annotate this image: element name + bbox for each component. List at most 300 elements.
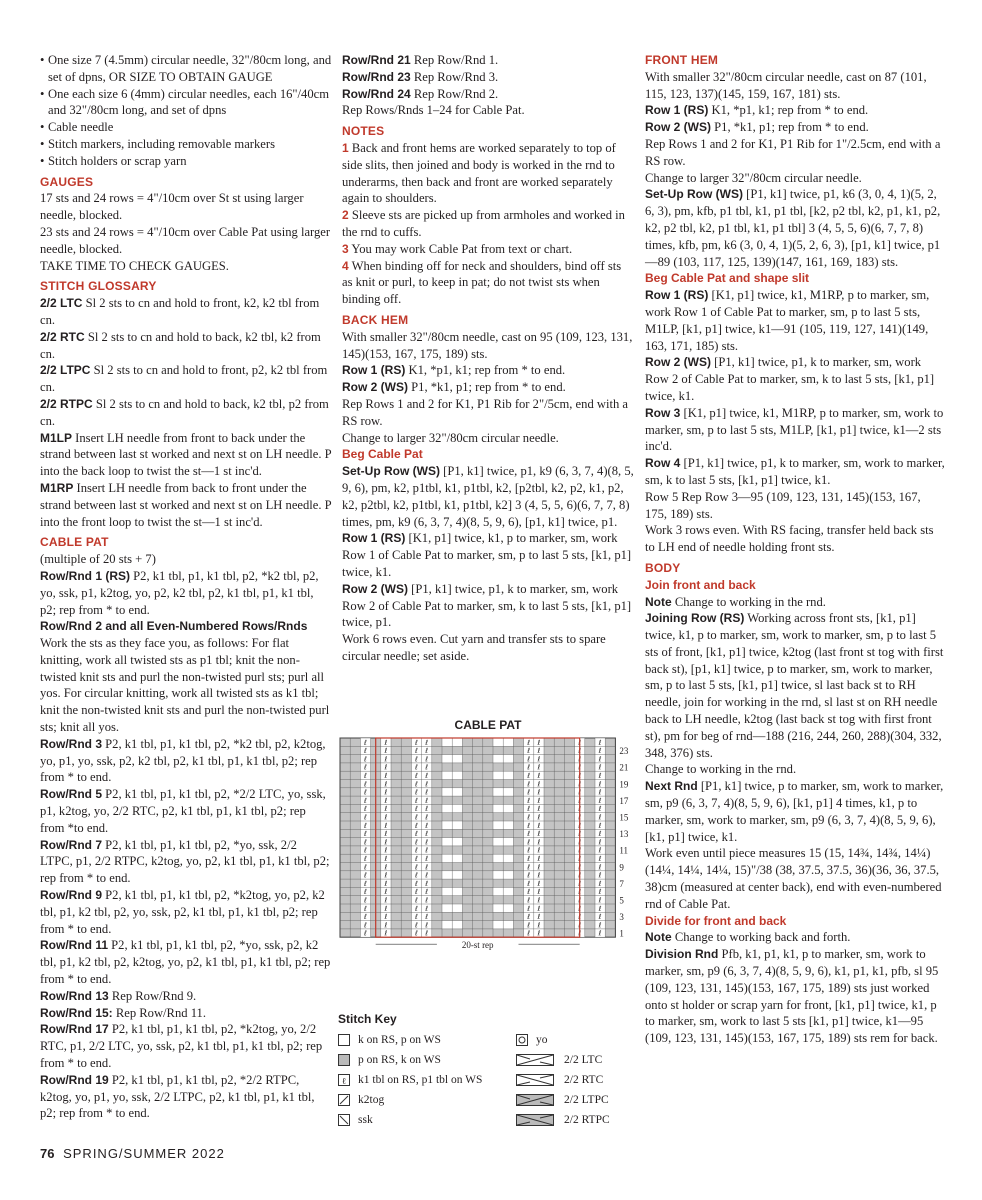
twisted-stitch-symbol: ℓ — [384, 871, 388, 880]
note-text: When binding off for neck and shoulders, bind off sts as knit or purl, to keep in pat; do not twist sts when binding off. — [342, 258, 622, 307]
key-row — [338, 1110, 638, 1130]
instruction — [645, 102, 945, 119]
twisted-stitch-symbol: ℓ — [364, 855, 367, 863]
row-text: P2, k1 tbl, p1, k1 tbl, p2, *yo, ssk, p2, k2 tbl, p1, k2 tbl, p2, k2tog, yo, p2, k1 tbl, p1, k1 tbl, p2; rep from * to end. — [40, 938, 331, 987]
twisted-stitch-symbol: ℓ — [537, 896, 541, 905]
front-hem-heading: FRONT HEM — [645, 53, 719, 67]
column-3 — [645, 52, 945, 1047]
twisted-stitch-symbol: ℓ — [527, 788, 531, 797]
key-row — [338, 1070, 638, 1090]
motif-cell — [442, 788, 452, 796]
twisted-stitch-symbol: ℓ — [415, 871, 418, 880]
gauges-heading: GAUGES — [40, 174, 94, 189]
glossary-entry — [40, 362, 332, 396]
twisted-stitch-symbol: ℓ — [578, 772, 582, 780]
twisted-stitch-symbol: ℓ — [598, 896, 602, 905]
k2tog-icon — [338, 1094, 350, 1106]
twisted-stitch-symbol: ℓ — [384, 904, 388, 913]
twisted-stitch-symbol: ℓ — [578, 896, 582, 905]
row-text: Work even until piece measures 15 (15, 14¾, 14¾, 14¼)(14¼, 14¼, 14¼, 15)"/38 (38, 37.5, 37.5, 36)(36, 36, 37.5, 38)cm (measured at center back), end with even-numbered rnd of Cable Pat. — [645, 846, 942, 911]
row-text: Change to working in the rnd. — [674, 594, 826, 609]
twisted-stitch-symbol: ℓ — [425, 755, 429, 764]
twisted-stitch-symbol: ℓ — [415, 755, 418, 764]
twisted-stitch-symbol: ℓ — [598, 921, 602, 930]
instruction — [645, 455, 945, 489]
motif-cell — [493, 821, 503, 829]
twisted-stitch-symbol: ℓ — [537, 747, 541, 756]
twisted-stitch-symbol: ℓ — [537, 780, 541, 789]
instruction — [645, 761, 945, 778]
key-label: k2tog — [358, 1094, 385, 1106]
row-label: Row 1 (RS) — [342, 363, 406, 378]
twisted-stitch-symbol: ℓ — [578, 755, 582, 764]
entry-text: Sl 2 sts to cn and hold to back, k2 tbl, p2 from cn. — [40, 396, 329, 428]
twisted-stitch-symbol: ℓ — [598, 863, 602, 872]
row-text: [P1, k1] twice, p1, k to marker, sm, work Row 2 of Cable Pat to marker, sm, k to last 5 sts, [k1, p1] twice, p1. — [342, 581, 632, 630]
twisted-stitch-symbol: ℓ — [598, 805, 602, 814]
key-row — [338, 1050, 638, 1070]
twisted-stitch-symbol: ℓ — [537, 755, 541, 764]
twisted-stitch-symbol: ℓ — [384, 838, 388, 847]
instruction — [342, 631, 634, 665]
twisted-stitch-symbol: ℓ — [527, 796, 531, 805]
instruction — [645, 845, 945, 912]
twisted-stitch-symbol: ℓ — [527, 846, 531, 855]
row-label: Row/Rnd 2 and all Even-Numbered Rows/Rnds — [40, 619, 308, 634]
motif-cell — [442, 804, 452, 812]
twisted-stitch-symbol: ℓ — [578, 788, 582, 797]
twisted-stitch-symbol: ℓ — [578, 871, 582, 880]
motif-cell — [442, 771, 452, 779]
pattern-row — [40, 988, 332, 1005]
twisted-stitch-symbol: ℓ — [598, 738, 602, 747]
twisted-stitch-symbol: ℓ — [425, 805, 429, 814]
row-text: Change to larger 32"/80cm circular needle. — [342, 430, 559, 445]
twisted-stitch-symbol: ℓ — [364, 796, 367, 805]
key-row — [338, 1090, 638, 1110]
glossary-entry — [40, 329, 332, 363]
row-text: P2, k1 tbl, p1, k1 tbl, p2, *k2tog, yo, p2, k2 tbl, p1, k2 tbl, p2, yo, ssk, p2, k1 tbl, p1, k1 tbl, p2; rep from * to end. — [40, 888, 325, 936]
twisted-stitch-symbol: ℓ — [527, 772, 531, 780]
motif-cell — [503, 755, 513, 763]
twisted-stitch-symbol: ℓ — [425, 846, 429, 855]
instruction — [645, 929, 945, 946]
twisted-stitch-symbol: ℓ — [415, 929, 418, 938]
row-text: P2, k1 tbl, p1, k1 tbl, p2, *k2 tbl, p2, k2tog, yo, p1, yo, ssk, p2, k2 tbl, p2, k1 tbl, p1, k1 tbl, p2; rep from * to end. — [40, 736, 326, 785]
twisted-stitch-symbol: ℓ — [598, 913, 602, 922]
twisted-stitch-symbol: ℓ — [415, 863, 418, 872]
twisted-stitch-symbol: ℓ — [537, 813, 541, 822]
twisted-stitch-symbol: ℓ — [578, 813, 582, 822]
key-label: ssk — [358, 1114, 373, 1126]
motif-cell — [452, 854, 462, 862]
row-text: [P1, k1] twice, p1, k to marker, sm, work Row 2 of Cable Pat to marker, sm, k to last 5 sts, [k1, p1] twice, k1. — [645, 355, 935, 403]
twisted-stitch-symbol: ℓ — [425, 896, 429, 905]
twisted-stitch-symbol: ℓ — [527, 913, 531, 922]
row-label: Row/Rnd 1 (RS) — [40, 568, 130, 583]
note-text: Sleeve sts are picked up from armholes and worked in the rnd to cuffs. — [342, 208, 625, 239]
motif-cell — [493, 804, 503, 812]
motif-cell — [493, 738, 503, 746]
motif-cell — [442, 921, 452, 929]
twisted-stitch-symbol: ℓ — [598, 846, 602, 855]
twisted-stitch-symbol: ℓ — [364, 929, 367, 938]
row-label: Set-Up Row (WS) — [342, 464, 440, 479]
twisted-stitch-symbol: ℓ — [537, 921, 541, 930]
column-1 — [40, 52, 332, 1122]
motif-cell — [442, 854, 452, 862]
cable-ltc-icon — [516, 1054, 554, 1066]
row-text: Rep Row/Rnd 11. — [115, 1005, 206, 1020]
list-item: • Stitch holders or scrap yarn — [40, 153, 332, 170]
twisted-stitch-symbol: ℓ — [598, 888, 602, 897]
note-text: You may work Cable Pat from text or chart. — [351, 241, 573, 256]
twisted-stitch-symbol: ℓ — [364, 738, 367, 747]
instruction — [342, 379, 634, 396]
motif-cell — [452, 887, 462, 895]
row-text: Rep Row/Rnd 2. — [413, 86, 499, 101]
row-label: Next Rnd — [645, 779, 698, 794]
row-label: Row 2 (WS) — [645, 355, 711, 370]
twisted-stitch-symbol: ℓ — [384, 879, 388, 888]
twisted-stitch-symbol: ℓ — [578, 796, 582, 805]
row-label: Row/Rnd 13 — [40, 988, 109, 1003]
row-text: Rep Row/Rnd 1. — [413, 53, 499, 67]
pattern-row — [40, 568, 332, 618]
row-text: P2, k1 tbl, p1, k1 tbl, p2, *2/2 LTC, yo, ssk, p1, k2tog, yo, 2/2 RTC, p2, k1 tbl, p1, k1 tbl, p2; rep from *to end. — [40, 787, 326, 835]
twisted-stitch-symbol: ℓ — [527, 871, 531, 880]
key-label: k1 tbl on RS, p1 tbl on WS — [358, 1074, 483, 1086]
motif-cell — [503, 821, 513, 829]
motif-cell — [503, 738, 513, 746]
motif-cell — [452, 771, 462, 779]
twisted-stitch-symbol: ℓ — [384, 755, 388, 764]
row-text: P1, *k1, p1; rep from * to end. — [411, 380, 566, 395]
divide-heading: Divide for front and back — [645, 913, 787, 928]
motif-cell — [452, 804, 462, 812]
instruction — [645, 69, 945, 103]
row-text: [K1, p1] twice, k1, p to marker, sm, work Row 1 of Cable Pat to marker, sm, p to last 5 sts, [k1, p1] twice, k1. — [342, 531, 632, 579]
twisted-stitch-symbol: ℓ — [598, 821, 602, 830]
twisted-stitch-symbol: ℓ — [364, 896, 367, 905]
instruction — [645, 946, 945, 1047]
stitch-key-title: Stitch Key — [338, 1012, 397, 1026]
instruction — [645, 287, 945, 354]
row-text: [K1, p1] twice, k1, M1RP, p to marker, sm, work to marker, sm, p to last 5 sts, M1LP, [k1, p1] twice, k1—2 sts inc'd. — [645, 405, 944, 454]
twisted-stitch-symbol: ℓ — [415, 772, 418, 780]
twisted-stitch-symbol: ℓ — [384, 913, 388, 922]
pattern-row — [342, 86, 634, 103]
twisted-stitch-symbol: ℓ — [364, 913, 367, 922]
twisted-stitch-icon: ℓ — [338, 1074, 350, 1086]
twisted-stitch-symbol: ℓ — [364, 879, 367, 888]
row-label: Set-Up Row (WS) — [645, 187, 743, 202]
twisted-stitch-symbol: ℓ — [364, 821, 367, 830]
instruction — [342, 530, 634, 580]
twisted-stitch-symbol: ℓ — [537, 805, 541, 814]
twisted-stitch-symbol: ℓ — [598, 747, 602, 756]
twisted-stitch-symbol: ℓ — [425, 929, 429, 938]
twisted-stitch-symbol: ℓ — [425, 738, 429, 747]
twisted-stitch-symbol: ℓ — [527, 838, 531, 847]
twisted-stitch-symbol: ℓ — [425, 830, 429, 839]
motif-cell — [442, 904, 452, 912]
list-item: • Stitch markers, including removable markers — [40, 136, 332, 153]
key-row — [338, 1030, 638, 1050]
motif-cell — [442, 838, 452, 846]
row-text: Work 6 rows even. Cut yarn and transfer sts to spare circular needle; set aside. — [342, 632, 606, 663]
twisted-stitch-symbol: ℓ — [425, 838, 429, 847]
chart-grid — [338, 736, 638, 968]
glossary-heading: STITCH GLOSSARY — [40, 279, 157, 294]
row-number: 5 — [619, 895, 624, 906]
twisted-stitch-symbol: ℓ — [598, 796, 602, 805]
instruction — [342, 430, 634, 447]
row-label: Division Rnd — [645, 947, 719, 962]
row-number: 1 — [619, 928, 624, 939]
twisted-stitch-symbol: ℓ — [578, 738, 582, 747]
pattern-row — [40, 736, 332, 786]
pattern-row — [40, 1072, 332, 1122]
twisted-stitch-symbol: ℓ — [364, 838, 367, 847]
note-item — [342, 140, 634, 207]
twisted-stitch-symbol: ℓ — [415, 855, 418, 863]
row-number: 15 — [619, 812, 629, 823]
row-text: P2, k1 tbl, p1, k1 tbl, p2, *yo, ssk, 2/2 LTPC, p1, 2/2 RTPC, k2tog, yo, p2, k1 tbl, p1, k1 tbl, p2; rep from * to end. — [40, 837, 330, 886]
motif-cell — [442, 821, 452, 829]
column-2 — [342, 52, 634, 665]
row-label: Row/Rnd 11 — [40, 938, 109, 953]
issue-label: SPRING/SUMMER 2022 — [63, 1146, 225, 1161]
twisted-stitch-symbol: ℓ — [364, 813, 367, 822]
twisted-stitch-symbol: ℓ — [527, 813, 531, 822]
twisted-stitch-symbol: ℓ — [364, 772, 367, 780]
key-label: 2/2 LTPC — [564, 1094, 609, 1106]
glossary-entry — [40, 480, 332, 530]
row-label: Row/Rnd 15: — [40, 1005, 113, 1020]
row-label: Row 2 (WS) — [342, 380, 408, 395]
twisted-stitch-symbol: ℓ — [425, 813, 429, 822]
twisted-stitch-symbol: ℓ — [537, 879, 541, 888]
twisted-stitch-symbol: ℓ — [598, 879, 602, 888]
row-label: Row/Rnd 9 — [40, 888, 102, 903]
twisted-stitch-symbol: ℓ — [578, 830, 582, 839]
glossary-entry — [40, 430, 332, 480]
back-hem-heading: BACK HEM — [342, 312, 409, 327]
twisted-stitch-symbol: ℓ — [537, 788, 541, 797]
instruction — [342, 463, 634, 530]
twisted-stitch-symbol: ℓ — [364, 904, 367, 913]
notes-heading: NOTES — [342, 124, 385, 139]
twisted-stitch-symbol: ℓ — [425, 772, 429, 780]
twisted-stitch-symbol: ℓ — [364, 863, 367, 872]
row-text: Rep Row/Rnd 3. — [413, 69, 499, 84]
twisted-stitch-symbol: ℓ — [415, 846, 418, 855]
list-item: • One each size 6 (4mm) circular needles, each 16"/40cm and 32"/80cm long, and set of dpns — [40, 86, 332, 120]
twisted-stitch-symbol: ℓ — [537, 838, 541, 847]
twisted-stitch-symbol: ℓ — [527, 755, 531, 764]
twisted-stitch-symbol: ℓ — [527, 830, 531, 839]
row-text: Change to larger 32"/80cm circular needle. — [645, 170, 862, 185]
motif-cell — [503, 854, 513, 862]
row-text: Row 5 Rep Row 3—95 (109, 123, 131, 145)(153, 167, 175, 189) sts. — [645, 489, 921, 521]
twisted-stitch-symbol: ℓ — [537, 738, 541, 747]
instruction — [342, 362, 634, 379]
twisted-stitch-symbol: ℓ — [384, 763, 388, 772]
twisted-stitch-symbol: ℓ — [364, 763, 367, 772]
twisted-stitch-symbol: ℓ — [578, 904, 582, 913]
twisted-stitch-symbol: ℓ — [415, 780, 418, 789]
entry-label: 2/2 LTPC — [40, 363, 91, 378]
note-number: 4 — [342, 258, 349, 273]
entry-text: Sl 2 sts to cn and hold to back, k2 tbl, k2 from cn. — [40, 329, 321, 361]
row-label: Row/Rnd 5 — [40, 787, 102, 802]
twisted-stitch-symbol: ℓ — [527, 805, 531, 814]
twisted-stitch-symbol: ℓ — [384, 846, 388, 855]
twisted-stitch-symbol: ℓ — [384, 830, 388, 839]
row-text: P2, k1 tbl, p1, k1 tbl, p2, *k2tog, yo, 2/2 RTC, p1, 2/2 LTC, yo, ssk, p2, k1 tbl, p1, k1 tbl, p2; rep from * to end. — [40, 1022, 323, 1071]
twisted-stitch-symbol: ℓ — [578, 763, 582, 772]
note-item — [342, 241, 634, 258]
twisted-stitch-symbol: ℓ — [364, 871, 367, 880]
motif-cell — [442, 887, 452, 895]
row-text: K1, *p1, k1; rep from * to end. — [408, 363, 566, 378]
twisted-stitch-symbol: ℓ — [537, 796, 541, 805]
row-number: 19 — [619, 779, 629, 790]
gray-square-icon — [338, 1054, 350, 1066]
twisted-stitch-symbol: ℓ — [384, 772, 388, 780]
twisted-stitch-symbol: ℓ — [598, 788, 602, 797]
twisted-stitch-symbol: ℓ — [425, 879, 429, 888]
twisted-stitch-symbol: ℓ — [364, 788, 367, 797]
note-item — [342, 258, 634, 308]
row-label: Row 1 (RS) — [645, 103, 709, 118]
twisted-stitch-symbol: ℓ — [415, 896, 418, 905]
instruction — [645, 594, 945, 611]
page-number: 76 — [40, 1146, 55, 1161]
cable-ltpc-icon — [516, 1094, 554, 1106]
twisted-stitch-symbol: ℓ — [537, 772, 541, 780]
twisted-stitch-symbol: ℓ — [598, 838, 602, 847]
twisted-stitch-symbol: ℓ — [425, 904, 429, 913]
motif-cell — [452, 755, 462, 763]
twisted-stitch-symbol: ℓ — [415, 788, 418, 797]
row-label: Row 2 (WS) — [342, 581, 408, 596]
twisted-stitch-symbol: ℓ — [364, 830, 367, 839]
row-label: Joining Row (RS) — [645, 611, 745, 626]
twisted-stitch-symbol: ℓ — [527, 821, 531, 830]
twisted-stitch-symbol: ℓ — [578, 921, 582, 930]
row-text: Work the sts as they face you, as follows: For flat knitting, work all twisted sts as p1 tbl; knit the non-twisted knit sts and purl the non-twisted purl sts; purl all yos. For circular knitting, work all twisted sts as k1 tbl; knit the non-twisted knit sts and purl the non-twisted purl sts; knit all yos. — [40, 636, 330, 735]
twisted-stitch-symbol: ℓ — [537, 913, 541, 922]
row-number: 13 — [619, 829, 629, 840]
motif-cell — [503, 788, 513, 796]
twisted-stitch-symbol: ℓ — [364, 747, 367, 756]
twisted-stitch-symbol: ℓ — [578, 855, 582, 863]
twisted-stitch-symbol: ℓ — [425, 921, 429, 930]
twisted-stitch-symbol: ℓ — [527, 747, 531, 756]
key-label: yo — [536, 1034, 548, 1046]
note-number: 3 — [342, 241, 349, 256]
motif-cell — [452, 821, 462, 829]
row-text: With smaller 32"/80cm circular needle, cast on 87 (101, 115, 123, 137)(145, 159, 167, 181) sts. — [645, 69, 927, 101]
twisted-stitch-symbol: ℓ — [527, 929, 531, 938]
row-number: 7 — [619, 878, 624, 889]
motif-cell — [452, 871, 462, 879]
rep-text: Rep Rows/Rnds 1–24 for Cable Pat. — [342, 103, 525, 118]
instruction — [645, 778, 945, 845]
materials-list — [40, 52, 332, 170]
entry-label: M1RP — [40, 480, 74, 495]
yo-icon — [516, 1034, 528, 1046]
twisted-stitch-symbol: ℓ — [415, 747, 418, 756]
twisted-stitch-symbol: ℓ — [425, 888, 429, 897]
pattern-row — [40, 1021, 332, 1071]
row-label: Note — [645, 930, 672, 945]
twisted-stitch-symbol: ℓ — [578, 888, 582, 897]
twisted-stitch-symbol: ℓ — [384, 813, 388, 822]
cable-pat-chart — [338, 718, 638, 973]
note-number: 1 — [342, 140, 349, 155]
row-text: Change to working back and forth. — [674, 930, 851, 945]
row-label: Row/Rnd 7 — [40, 837, 102, 852]
twisted-stitch-symbol: ℓ — [537, 830, 541, 839]
row-label: Row/Rnd 3 — [40, 736, 102, 751]
row-number: 3 — [619, 912, 624, 923]
twisted-stitch-symbol: ℓ — [364, 921, 367, 930]
motif-cell — [493, 854, 503, 862]
motif-cell — [493, 904, 503, 912]
row-label: Row/Rnd 17 — [40, 1022, 109, 1037]
body-heading: BODY — [645, 560, 681, 575]
instruction — [645, 136, 945, 170]
instruction — [645, 522, 945, 556]
row-number: 9 — [619, 862, 624, 873]
twisted-stitch-symbol: ℓ — [527, 921, 531, 930]
row-text: P2, k1 tbl, p1, k1 tbl, p2, *k2 tbl, p2, yo, ssk, p1, k2tog, yo, p2, k2 tbl, p2, k1 tbl, p1, k1 tbl, p2; rep from * to end. — [40, 568, 319, 617]
pattern-row — [40, 1005, 332, 1022]
twisted-stitch-symbol: ℓ — [578, 863, 582, 872]
instruction — [645, 610, 945, 761]
key-label: k on RS, p on WS — [358, 1034, 441, 1046]
twisted-stitch-symbol: ℓ — [578, 929, 582, 938]
twisted-stitch-symbol: ℓ — [384, 888, 388, 897]
gauge-text: TAKE TIME TO CHECK GAUGES. — [40, 258, 229, 273]
row-label: Row 2 (WS) — [645, 120, 711, 135]
twisted-stitch-symbol: ℓ — [364, 755, 367, 764]
row-text: [P1, k1] twice, p1, k6 (3, 0, 4, 1)(5, 2, 6, 3), pm, kfb, p1 tbl, k1, p1 tbl, [k2, p2 tbl, k2, p1, k1, p2, k2, p2 tbl, k2, p1 tbl, k1, p1 tbl] 3 (4, 5, 5, 6)(6, 7, 7, 8) times, kfb, pm, k6 (3, 0, 4, 1)(5, 2, 6, 3), [p1, k1] twice, p1—89 (103, 117, 125, 139)(147, 161, 169, 183) sts. — [645, 187, 941, 269]
row-text: Rep Rows 1 and 2 for K1, P1 Rib for 2"/5cm, end with a RS row. — [342, 396, 629, 428]
twisted-stitch-symbol: ℓ — [537, 863, 541, 872]
twisted-stitch-symbol: ℓ — [537, 888, 541, 897]
row-label: Row 4 — [645, 456, 681, 471]
twisted-stitch-symbol: ℓ — [527, 763, 531, 772]
entry-text: Sl 2 sts to cn and hold to front, k2, k2 tbl from cn. — [40, 296, 320, 327]
motif-cell — [493, 887, 503, 895]
row-label: Row 1 (RS) — [645, 288, 709, 303]
twisted-stitch-symbol: ℓ — [578, 780, 582, 789]
gauge-text: 17 sts and 24 rows = 4"/10cm over St st using larger needle, blocked. — [40, 191, 304, 223]
beg-cable-heading: Beg Cable Pat — [342, 447, 423, 462]
row-text: Work 3 rows even. With RS facing, transfer held back sts to LH end of needle holding front sts. — [645, 523, 934, 555]
twisted-stitch-symbol: ℓ — [527, 780, 531, 789]
twisted-stitch-symbol: ℓ — [578, 747, 582, 756]
motif-cell — [442, 738, 452, 746]
twisted-stitch-symbol: ℓ — [425, 747, 429, 756]
entry-label: 2/2 LTC — [40, 296, 83, 311]
twisted-stitch-symbol: ℓ — [578, 805, 582, 814]
twisted-stitch-symbol: ℓ — [598, 929, 602, 938]
